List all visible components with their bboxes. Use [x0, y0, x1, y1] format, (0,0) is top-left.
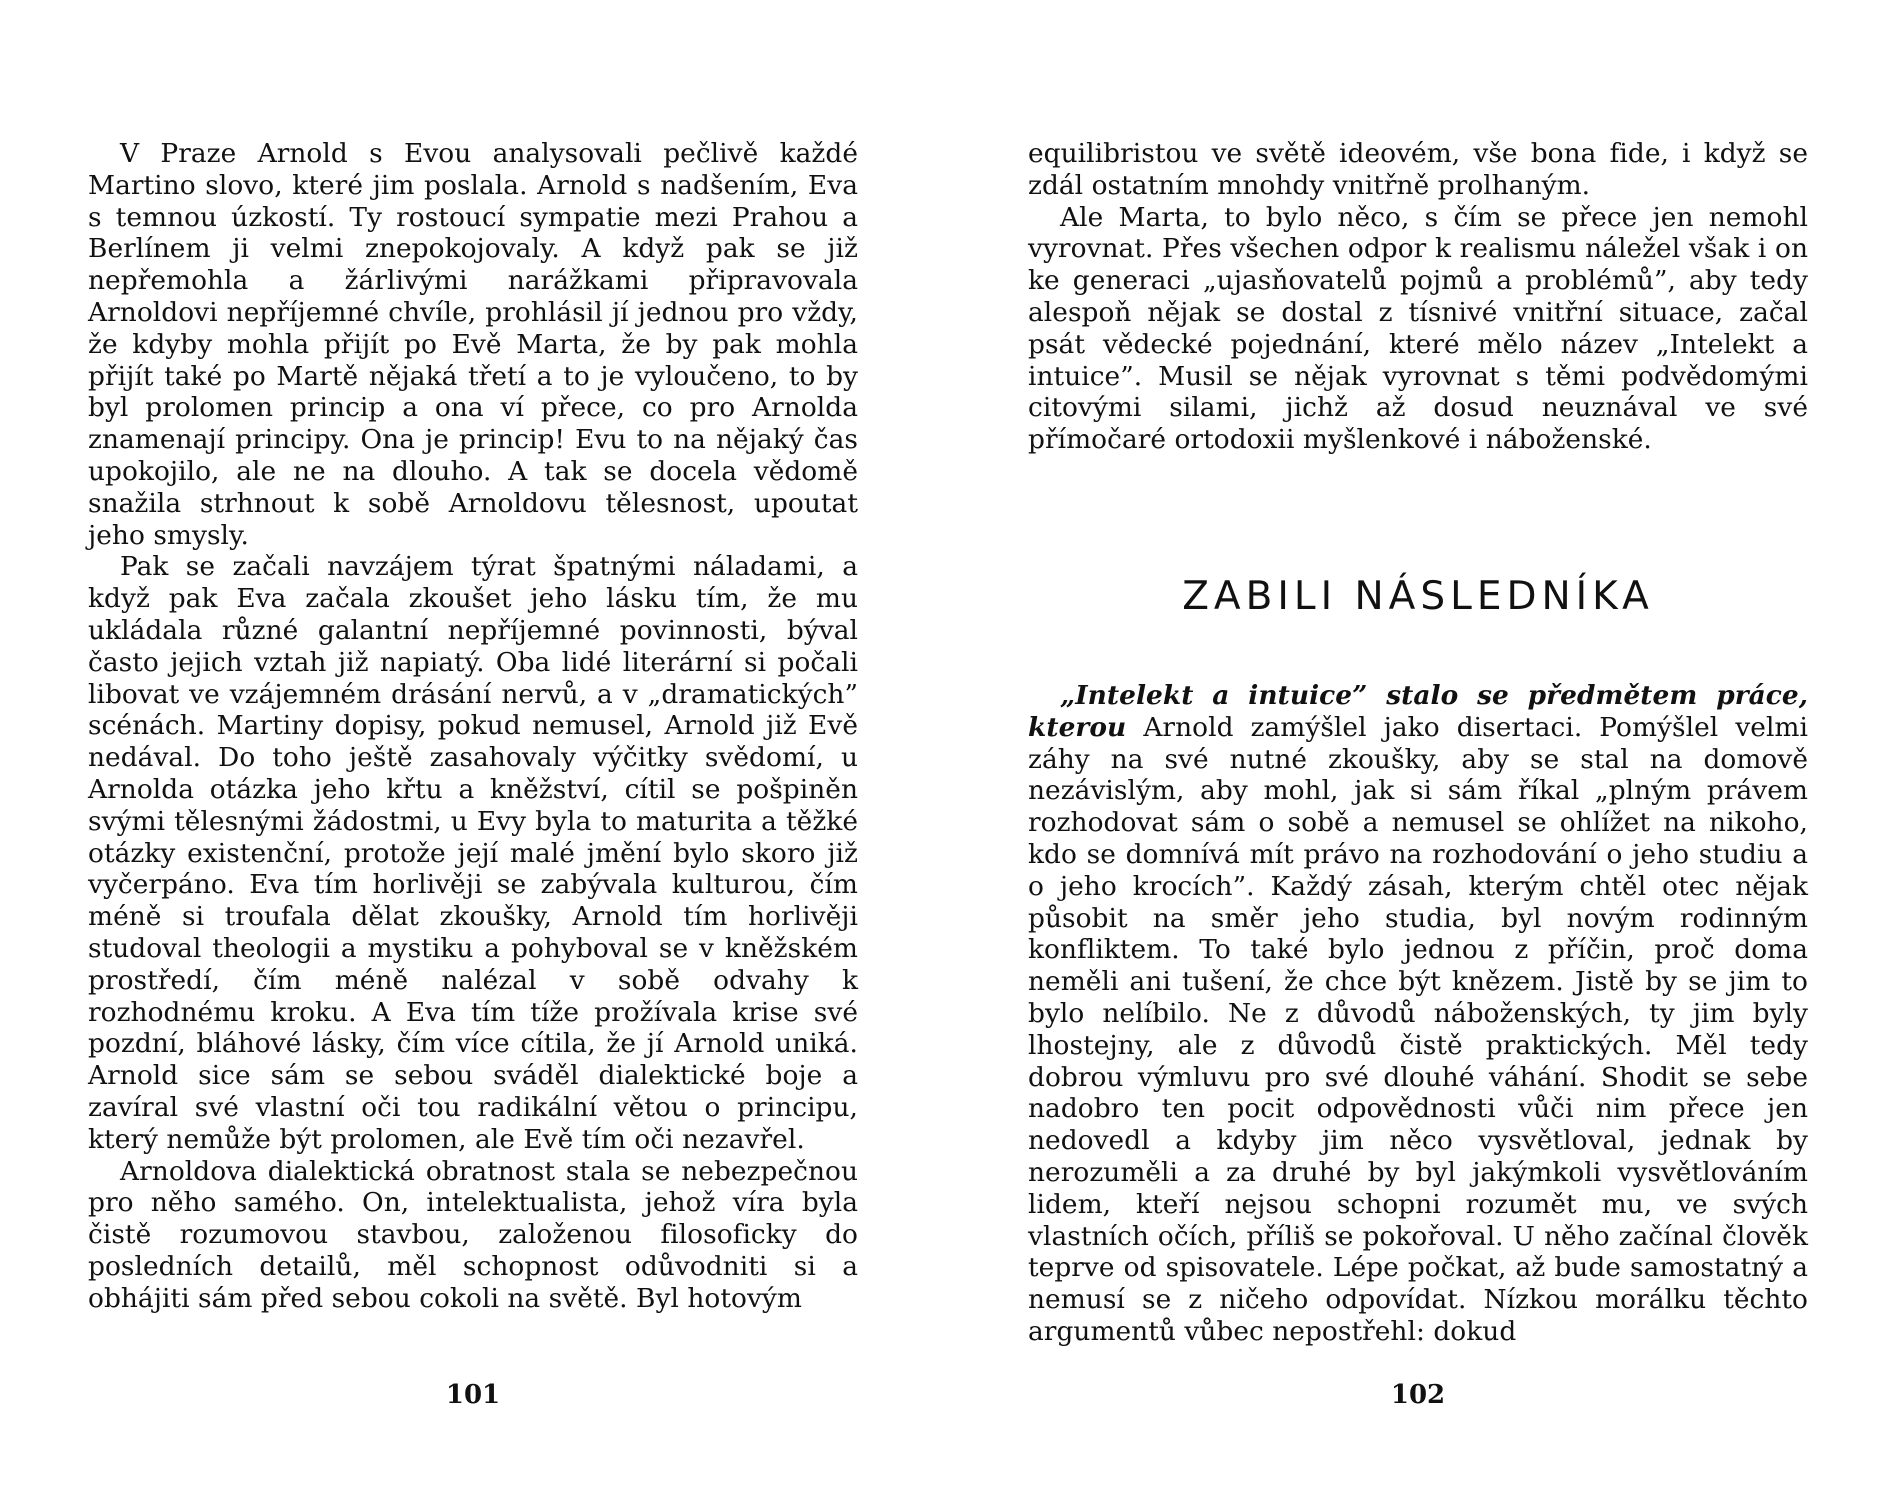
paragraph: Ale Marta, to bylo něco, s čím se přece jen nemohl vyrovnat. Přes všechen odpor k realismu náležel však i on ke generaci „ujasňovatelů pojmů a problémů”, aby tedy alespoň nějak se dostal z tísnivé vnitřní situace, začal psát vědecké pojednání, které mělo název „Intelekt a intuice”. Musil se nějak vyrovnat s těmi podvědomými citovými silami, jichž až dosud neuznával ve své přímočaré ortodoxii myšlenkové i náboženské.	[1028, 201, 1808, 456]
paragraph	[1028, 680, 1808, 1348]
chapter-text	[1028, 680, 1808, 1348]
left-page-text	[88, 138, 858, 1314]
left-page	[88, 0, 858, 1500]
page-number: 102	[1390, 1380, 1446, 1410]
paragraph: equilibristou ve světě ideovém, vše bona fide, i když se zdál ostatním mnohdy vnitřně prolhaným.	[1028, 138, 1808, 201]
right-page	[1028, 0, 1808, 1500]
chapter-body: Arnold zamýšlel jako disertaci. Pomýšlel velmi záhy na své nutné zkoušky, aby se stal na domově nezávislým, aby mohl, jak si sám říkal „plným právem rozhodovat sám o sobě a nemusel se ohlížet na nikoho, kdo se domnívá mít právo na rozhodování o jeho studiu a o jeho krocích”. Každý zásah, kterým chtěl otec nějak působit na směr jeho studia, byl novým rodinným konfliktem. To také bylo jednou z příčin, proč doma neměli ani tušení, že chce být knězem. Jistě by se jim to bylo nelíbilo. Ne z důvodů náboženských, ty jim byly lhostejny, ale z důvodů čistě praktických. Měl tedy dobrou výmluvu pro své dlouhé váhání. Shodit se sebe nadobro ten pocit odpovědnosti vůči nim přece jen nedovedl a kdyby jim něco vysvětloval, jednak by nerozuměli a za druhé by byl jakýmkoli vysvětlováním lidem, kteří nejsou schopni rozumět mu, ve svých vlastních očích, příliš se pokořoval. U něho začínal člověk teprve od spisovatele. Lépe počkat, až bude samostatný a nemusí se z ničeho odpovídat. Nízkou morálku těchto argumentů vůbec nepostřehl: dokud	[1028, 711, 1808, 1347]
right-page-text	[1028, 138, 1808, 456]
chapter-title: ZABILI NÁSLEDNÍKA	[1182, 574, 1654, 619]
page-number: 101	[445, 1380, 501, 1410]
paragraph: Pak se začali navzájem týrat špatnými náladami, a když pak Eva začala zkoušet jeho lásku tím, že mu ukládala různé galantní nepříjemné povinnosti, býval často jejich vztah již napiatý. Oba lidé literární si počali libovat ve vzájemném drásání nervů, a v „dramatických” scénách. Martiny dopisy, pokud nemusel, Arnold již Evě nedával. Do toho ještě zasahovaly výčitky svědomí, u Arnolda otázka jeho křtu a kněžství, cítil se pošpiněn svými tělesnými žádostmi, u Evy byla to maturita a těžké otázky existenční, protože její malé jmění bylo skoro již vyčerpáno. Eva tím horlivěji se zabývala kulturou, čím méně si troufala dělat zkoušky, Arnold tím horlivěji studoval theologii a mystiku a pohyboval se v kněžském prostředí, čím méně nalézal v sobě odvahy k rozhodnému kroku. A Eva tím tíže prožívala krise své pozdní, bláhové lásky, čím více cítila, že jí Arnold uniká. Arnold sice sám se sebou sváděl dialektické boje a zavíral své vlastní oči tou radikální větou o principu, který nemůže být prolomen, ale Evě tím oči nezavřel.	[88, 551, 858, 1155]
chapter-lead: „Intelekt a intuice” stalo se předmětem práce, kterou	[1028, 680, 1808, 743]
paragraph: V Praze Arnold s Evou analysovali pečlivě každé Martino slovo, které jim poslala. Arnold s nadšením, Eva s temnou úzkostí. Ty rostoucí sympatie mezi Prahou a Berlínem ji velmi znepokojovaly. A když pak se již nepřemohla a žárlivými narážkami připravovala Arnoldovi nepříjemné chvíle, prohlásil jí jednou pro vždy, že kdyby mohla přijít po Evě Marta, že by pak mohla přijít také po Martě nějaká třetí a to je vyloučeno, to by byl prolomen princip a ona ví přece, co pro Arnolda znamenají principy. Ona je princip! Evu to na nějaký čas upokojilo, ale ne na dlouho. A tak se docela vědomě snažila strhnout k sobě Arnoldovu tělesnost, upoutat jeho smysly.	[88, 138, 858, 551]
paragraph: Arnoldova dialektická obratnost stala se nebezpečnou pro něho samého. On, intelektualista, jehož víra byla čistě rozumovou stavbou, založenou filosoficky do posledních detailů, měl schopnost odůvodniti si a obhájiti sám před sebou cokoli na světě. Byl hotovým	[88, 1155, 858, 1314]
